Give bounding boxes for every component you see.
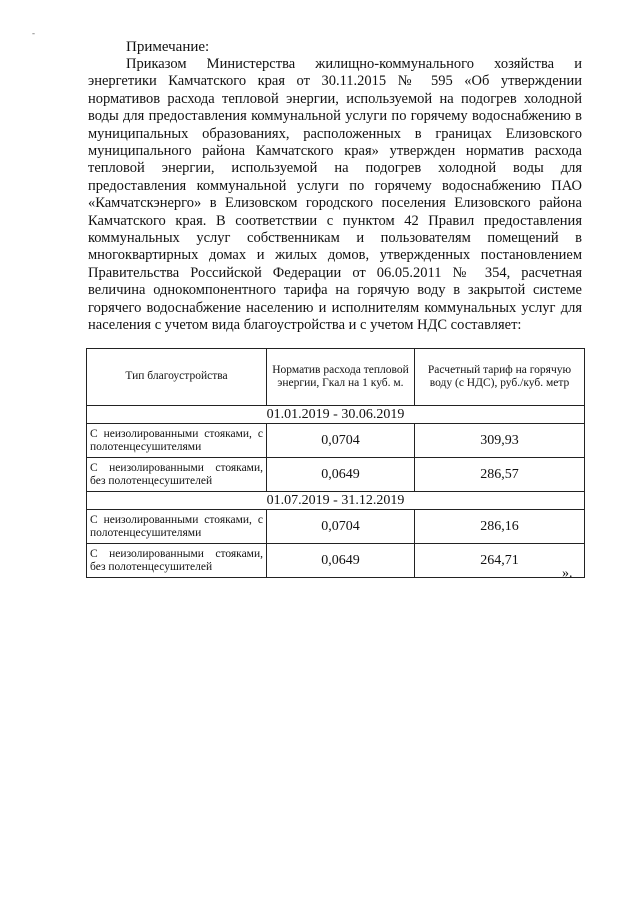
- table-row: [87, 544, 585, 578]
- tariff-cell: 309,93: [415, 424, 585, 458]
- tariff-table: [86, 348, 585, 578]
- table-row: [87, 424, 585, 458]
- type-cell: С неизолированными стояками, без полотенцесушителей: [87, 544, 267, 578]
- tariff-cell: 286,57: [415, 458, 585, 492]
- header-norm: Норматив расхода тепловой энергии, Гкал на 1 куб. м.: [267, 349, 415, 406]
- type-cell: С неизолированными стояками, с полотенцесушителями: [87, 424, 267, 458]
- period-row: [87, 492, 585, 510]
- period-row: [87, 406, 585, 424]
- norm-cell: 0,0649: [267, 458, 415, 492]
- table-row: [87, 458, 585, 492]
- table-header-row: [87, 349, 585, 406]
- note-paragraph: Приказом Министерства жилищно-коммунального хозяйства и энергетики Камчатского края от 30.11.2015 № 595 «Об утверждении нормативов расхода тепловой энергии, используемой на подогрев холодной воды для предоставления коммунальной услуги по горячему водоснабжению в муниципальных образованиях, расположенных в границах Елизовского муниципального района Камчатского края» утвержден норматив расхода тепловой энергии, используемой на подогрев холодной воды для предоставления коммунальной услуги по горячему водоснабжению ПАО «Камчатскэнерго» в Елизовском городского поселения Елизовского района Камчатского края. В соответствии с пунктом 42 Правил предоставления коммунальных услуг собственникам и пользователям помещений в многоквартирных домах и жилых домов, утвержденных постановлением Правительства Российской Федерации от 06.05.2011 № 354, расчетная величина однокомпонентного тарифа на горячую воду в закрытой системе горячего водоснабжение населению и исполнителям коммунальных услуг для населения с учетом вида благоустройства и с учетом НДС составляет:: [88, 56, 582, 334]
- tariff-cell: 264,71: [415, 544, 585, 578]
- period-label: 01.07.2019 - 31.12.2019: [87, 492, 585, 510]
- header-type: Тип благоустройства: [87, 349, 267, 406]
- norm-cell: 0,0704: [267, 510, 415, 544]
- type-cell: С неизолированными стояками, без полотенцесушителей: [87, 458, 267, 492]
- period-label: 01.01.2019 - 30.06.2019: [87, 406, 585, 424]
- tariff-cell: 286,16: [415, 510, 585, 544]
- scan-mark: -: [32, 28, 35, 38]
- norm-cell: 0,0649: [267, 544, 415, 578]
- closing-quote: ».: [562, 566, 573, 581]
- type-cell: С неизолированными стояками, с полотенцесушителями: [87, 510, 267, 544]
- table-row: [87, 510, 585, 544]
- norm-cell: 0,0704: [267, 424, 415, 458]
- header-tariff: Расчетный тариф на горячую воду (с НДС), руб./куб. метр: [415, 349, 585, 406]
- note-title: Примечание:: [126, 39, 210, 55]
